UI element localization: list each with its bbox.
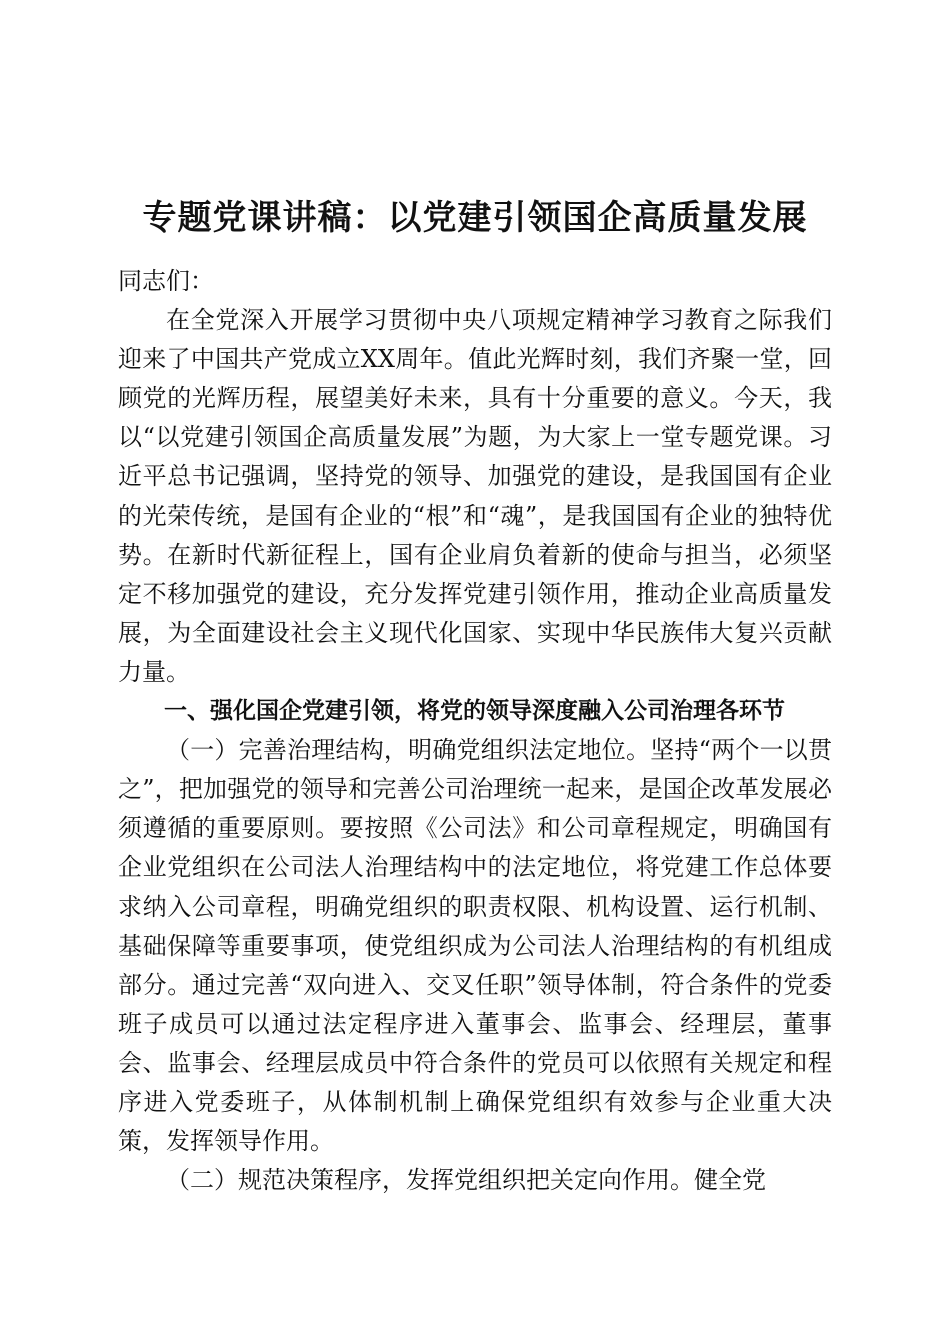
document-body xyxy=(118,262,832,1200)
greeting: 同志们： xyxy=(118,267,214,295)
document-title: 专题党课讲稿：以党建引领国企高质量发展 xyxy=(142,198,808,238)
subsection-1-paragraph: （一）完善治理结构，明确党组织法定地位。坚持“两个一以贯之”，把加强党的领导和完善公司治理统一起来，是国企改革发展必须遵循的重要原则。要按照《公司法》和公司章程规定，明确国有企业党组织在公司法人治理结构中的法定地位，将党建工作总体要求纳入公司章程，明确党组织的职责权限、机构设置、运行机制、基础保障等重要事项，使党组织成为公司法人治理结构的有机组成部分。通过完善“双向进入、交叉任职”领导体制，符合条件的党委班子成员可以通过法定程序进入董事会、监事会、经理层，董事会、监事会、经理层成员中符合条件的党员可以依照有关规定和程序进入党委班子，从体制机制上确保党组织有效参与企业重大决策，发挥领导作用。 xyxy=(118,736,832,1156)
section-heading-1: 一、强化国企党建引领，将党的领导深度融入公司治理各环节 xyxy=(164,698,785,725)
subsection-2-paragraph: （二）规范决策程序，发挥党组织把关定向作用。健全党 xyxy=(166,1166,766,1195)
intro-paragraph: 在全党深入开展学习贯彻中央八项规定精神学习教育之际我们迎来了中国共产党成立XX周年。值此光辉时刻，我们齐聚一堂，回顾党的光辉历程，展望美好未来，具有十分重要的意义。今天，我以“以党建引领国企高质量发展”为题，为大家上一堂专题党课。习近平总书记强调，坚持党的领导、加强党的建设，是我国国有企业的光荣传统，是国有企业的“根”和“魂”，是我国国有企业的独特优势。在新时代新征程上，国有企业肩负着新的使命与担当，必须坚定不移加强党的建设，充分发挥党建引领作用，推动企业高质量发展，为全面建设社会主义现代化国家、实现中华民族伟大复兴贡献力量。 xyxy=(118,306,832,686)
